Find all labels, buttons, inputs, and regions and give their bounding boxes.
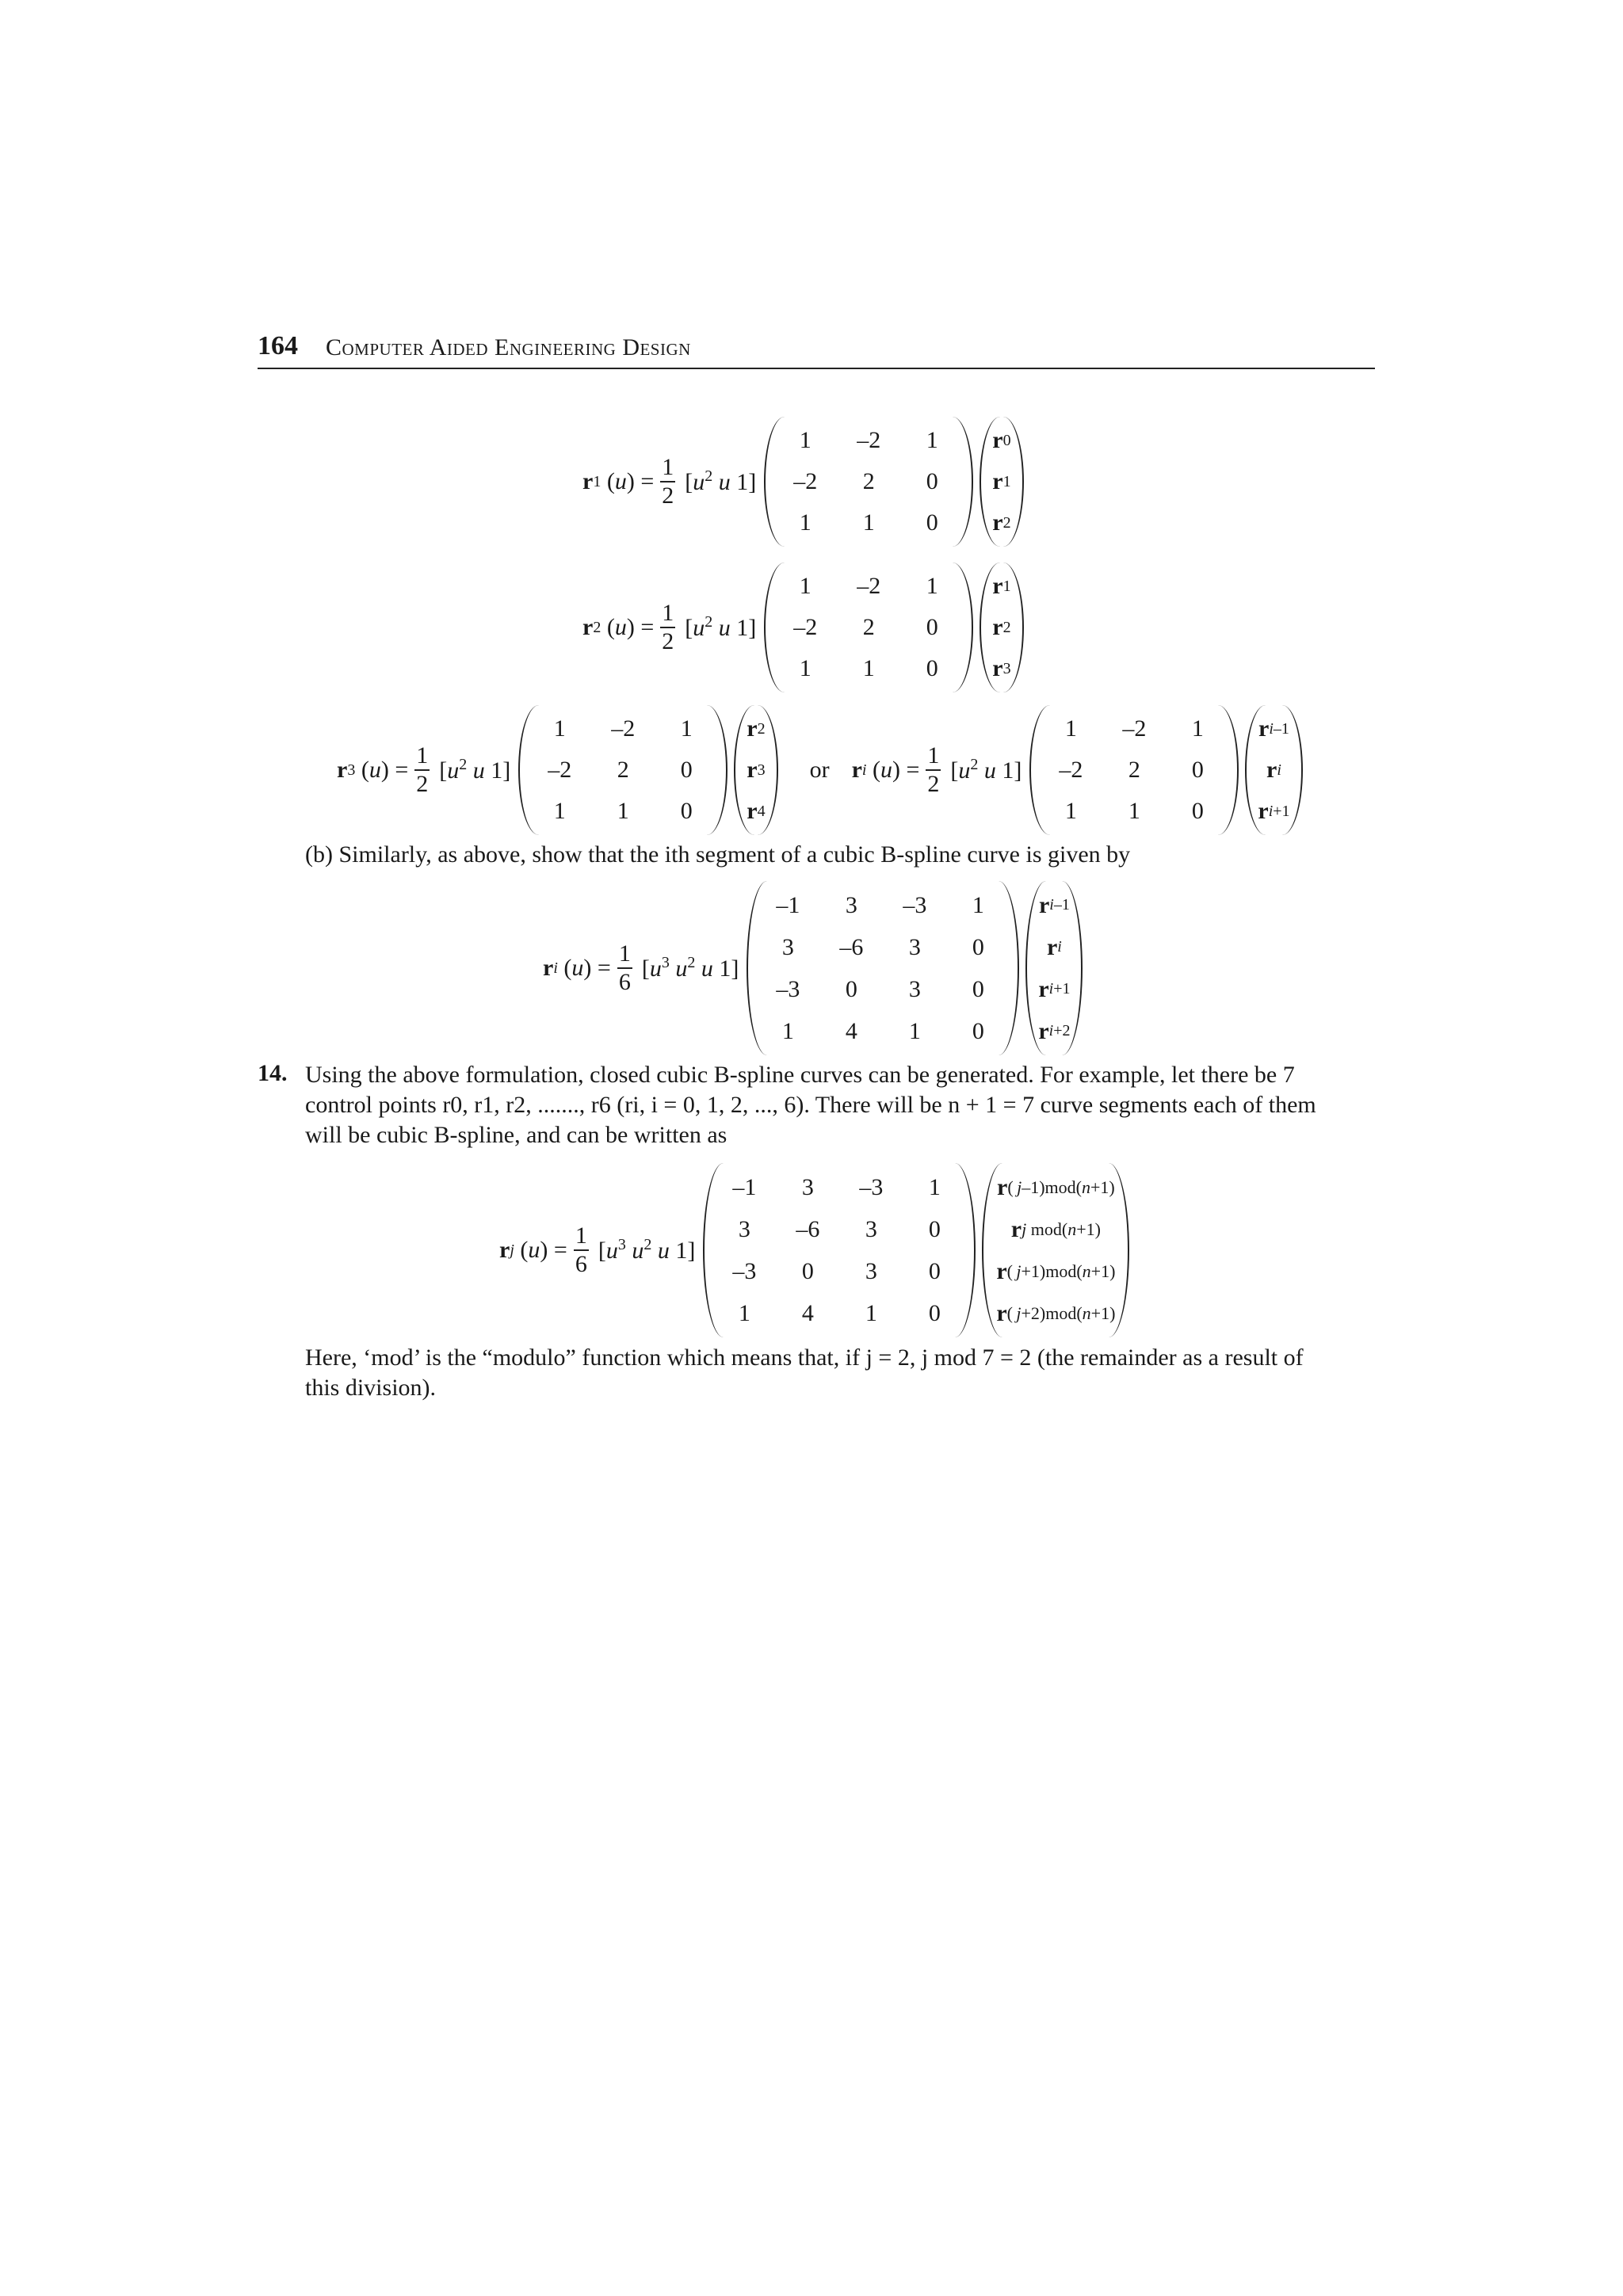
matrix-cell: 1: [553, 798, 566, 824]
conjunction-or: or: [809, 757, 830, 783]
matrix-cell: 0: [801, 1257, 814, 1284]
matrix-cell: –2: [611, 715, 636, 742]
matrix-cell: 0: [928, 1299, 941, 1326]
equation-lhs: r i ( u ) =: [851, 757, 920, 783]
matrix-cell: 1: [799, 573, 812, 599]
matrix-cell: 1: [680, 715, 693, 742]
matrix-cell: 3: [865, 1215, 877, 1242]
matrix-cell: 3: [801, 1173, 814, 1200]
matrix-cell: 1: [1128, 798, 1140, 824]
equation-lhs: r 2 ( u ) =: [582, 614, 655, 640]
matrix-cell: –2: [793, 468, 818, 494]
matrix-cell: 1: [865, 1299, 877, 1326]
basis-vector: [$u^2$ u 1]: [950, 756, 1022, 784]
fraction-half: $\frac{1}{2}$: [416, 742, 429, 797]
matrix-cell: –1: [732, 1173, 757, 1200]
matrix-cell: 3: [865, 1257, 877, 1284]
matrix-cell: 1: [862, 655, 875, 681]
matrix-cell: 2: [1128, 757, 1140, 783]
matrix-cell: 3: [781, 933, 794, 960]
matrix-cell: 0: [680, 798, 693, 824]
coefficient-matrix: [764, 417, 973, 547]
matrix-cell: 1: [862, 509, 875, 536]
matrix-cell: 0: [928, 1215, 941, 1242]
control-point-vector: r ( j–1)mod(n+1) r j mod(n+1) r ( j+1)mod(n+1) r ( j+2)mod(n+1): [982, 1163, 1129, 1337]
matrix-cell: 0: [680, 757, 693, 783]
matrix-cell: 0: [926, 655, 938, 681]
matrix-cell: 3: [908, 975, 921, 1002]
control-point-vector: r i–1 r i r i+1 r i+2: [1025, 881, 1083, 1055]
coefficient-matrix: [764, 563, 973, 692]
coefficient-matrix: [747, 881, 1019, 1055]
matrix-cell: 1: [926, 573, 938, 599]
matrix-cell: –6: [839, 933, 864, 960]
matrix-cell: 1: [799, 427, 812, 453]
matrix-cell: 0: [972, 1017, 984, 1044]
matrix-cell: 2: [617, 757, 629, 783]
matrix-cell: 0: [972, 975, 984, 1002]
matrix-cell: –2: [1059, 757, 1083, 783]
matrix-cell: 2: [862, 614, 875, 640]
control-point-vector: r 2 r 3 r 4: [734, 705, 777, 835]
matrix-cell: 0: [972, 933, 984, 960]
matrix-cell: 1: [738, 1299, 750, 1326]
matrix-cell: 1: [928, 1173, 941, 1200]
matrix-cell: –1: [776, 891, 800, 918]
matrix-cell: 1: [926, 427, 938, 453]
equation-lhs: r 3 ( u ) =: [337, 757, 409, 783]
matrix-cell: 3: [738, 1215, 750, 1242]
fraction-sixth: $\frac{1}{6}$: [618, 940, 631, 995]
equation-r3-ri: [337, 705, 1306, 835]
matrix-cell: 1: [781, 1017, 794, 1044]
equation-lhs: r i ( u ) =: [543, 955, 611, 981]
matrix-cell: 0: [845, 975, 857, 1002]
page-number: 164: [258, 331, 298, 360]
matrix-cell: –3: [903, 891, 927, 918]
matrix-cell: 0: [1191, 757, 1204, 783]
matrix-cell: 0: [926, 468, 938, 494]
equation-r1: [582, 417, 1027, 547]
item14-text: Using the above formulation, closed cubic B-spline curves can be generated. For example, let there be 7 control points r0, r1, r2, ......., r6 (ri, i = 0, 1, 2, ..., 6). There will be n + 1 = 7 curve segments each of them will be cubic B-spline, and can be written as: [305, 1062, 1316, 1148]
matrix-cell: 2: [862, 468, 875, 494]
matrix-cell: 1: [799, 509, 812, 536]
coefficient-matrix: [1029, 705, 1239, 835]
part-b-text: (b) Similarly, as above, show that the ith segment of a cubic B-spline curve is given by: [305, 841, 1131, 868]
equation-r2: [582, 563, 1027, 692]
control-point-vector: r i–1 r i r i+1: [1245, 705, 1302, 835]
matrix-cell: 1: [553, 715, 566, 742]
matrix-cell: –2: [1122, 715, 1147, 742]
fraction-half: $\frac{1}{2}$: [662, 600, 674, 654]
matrix-cell: 1: [1191, 715, 1204, 742]
matrix-cell: 1: [617, 798, 629, 824]
equation-lhs: r 1 ( u ) =: [582, 468, 655, 494]
coefficient-matrix: [703, 1163, 976, 1337]
matrix-cell: 3: [845, 891, 857, 918]
matrix-cell: –3: [859, 1173, 884, 1200]
matrix-cell: –3: [732, 1257, 757, 1284]
matrix-cell: –3: [776, 975, 800, 1002]
matrix-cell: 0: [1191, 798, 1204, 824]
matrix-cell: –2: [548, 757, 572, 783]
matrix-cell: 1: [1064, 798, 1077, 824]
matrix-cell: –6: [796, 1215, 820, 1242]
fraction-half: $\frac{1}{2}$: [662, 454, 674, 509]
matrix-cell: 4: [845, 1017, 857, 1044]
equation-cubic-ri: [543, 881, 1086, 1055]
running-title: Computer Aided Engineering Design: [326, 334, 691, 360]
coefficient-matrix: [518, 705, 727, 835]
matrix-cell: 1: [908, 1017, 921, 1044]
basis-vector: [$u^3$ $u^2$ u 1]: [641, 954, 739, 982]
matrix-cell: –2: [857, 573, 881, 599]
basis-vector: [$u^2$ u 1]: [439, 756, 511, 784]
matrix-cell: 3: [908, 933, 921, 960]
matrix-cell: 1: [799, 655, 812, 681]
matrix-cell: –2: [857, 427, 881, 453]
matrix-cell: –2: [793, 614, 818, 640]
matrix-cell: 0: [926, 509, 938, 536]
matrix-cell: 4: [801, 1299, 814, 1326]
matrix-cell: 1: [1064, 715, 1077, 742]
closing-text: Here, ‘mod’ is the “modulo” function which means that, if j = 2, j mod 7 = 2 (the remainder as a result of this division).: [305, 1344, 1304, 1401]
item-number: 14.: [258, 1060, 288, 1086]
basis-vector: [$u^2$ u 1]: [685, 467, 757, 495]
basis-vector: [$u^3$ $u^2$ u 1]: [598, 1236, 696, 1264]
matrix-cell: 1: [972, 891, 984, 918]
control-point-vector: r 1 r 2 r 3: [980, 563, 1023, 692]
running-header: [258, 331, 1375, 369]
fraction-half: $\frac{1}{2}$: [927, 742, 940, 797]
control-point-vector: r 0 r 1 r 2: [980, 417, 1023, 547]
basis-vector: [$u^2$ u 1]: [685, 613, 757, 641]
fraction-sixth: $\frac{1}{6}$: [575, 1222, 587, 1277]
equation-closed-rj: [499, 1163, 1132, 1337]
matrix-cell: 0: [928, 1257, 941, 1284]
equation-lhs: r j ( u ) =: [499, 1237, 567, 1263]
matrix-cell: 0: [926, 614, 938, 640]
